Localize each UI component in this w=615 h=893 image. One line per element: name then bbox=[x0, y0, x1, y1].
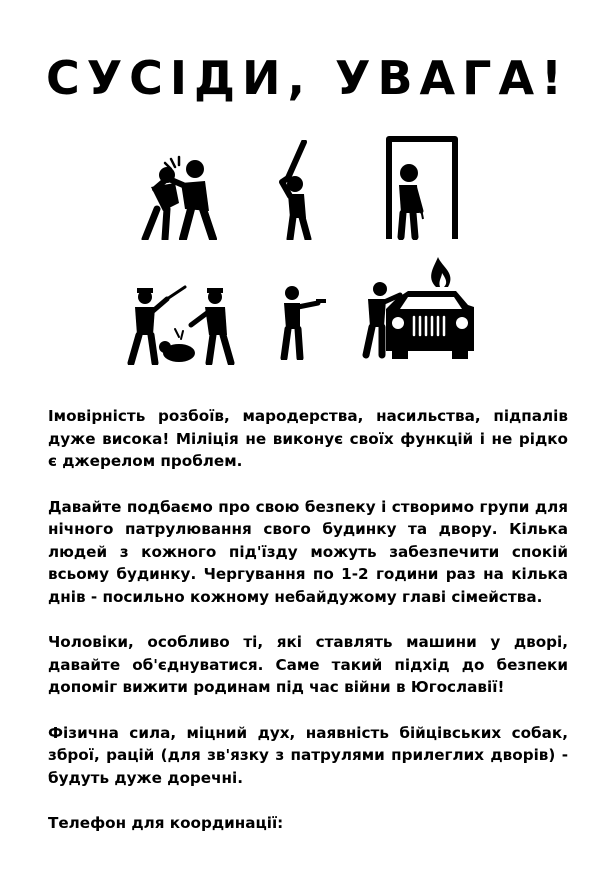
fight-pictogram-icon bbox=[135, 145, 225, 240]
gunman-pictogram-icon bbox=[278, 285, 328, 360]
paragraph-danger-warning: Імовірність розбоїв, мародерства, насильства, підпалів дуже висока! Міліція не виконує своїх функцій і не рідко є джерелом проблем. bbox=[48, 407, 568, 470]
bat-swinger-pictogram-icon bbox=[270, 140, 325, 240]
paragraph-patrol-proposal: Давайте подбаємо про свою безпеку і створимо групи для нічного патрулювання свого будинку та двору. Кілька людей з кожного під'їзду можуть забезпечити спокій всьому будинку. Чергування по 1-2 години раз на кілька днів - посильно кожному небайдужому главі сімейства. bbox=[48, 497, 568, 606]
page-title: СУСІДИ, УВАГА! bbox=[45, 51, 570, 105]
police-beating-pictogram-icon bbox=[125, 285, 240, 365]
door-intruder-pictogram-icon bbox=[385, 135, 465, 240]
notice-body bbox=[48, 405, 568, 835]
paragraph-phone-label: Телефон для координації: bbox=[48, 814, 284, 832]
paragraph-resources: Фізична сила, міцний дух, наявність бійцівських собак, зброї, рацій (для зв'язку з патрулями прилеглих дворів) - будуть дуже доречні. bbox=[48, 723, 568, 787]
paragraph-unite-appeal: Чоловіки, особливо ті, які ставлять машини у дворі, давайте об'єднуватися. Саме такий підхід до безпеки допоміг вижити родинам під час війни в Югославії! bbox=[48, 633, 568, 696]
car-arson-pictogram-icon bbox=[360, 255, 478, 360]
